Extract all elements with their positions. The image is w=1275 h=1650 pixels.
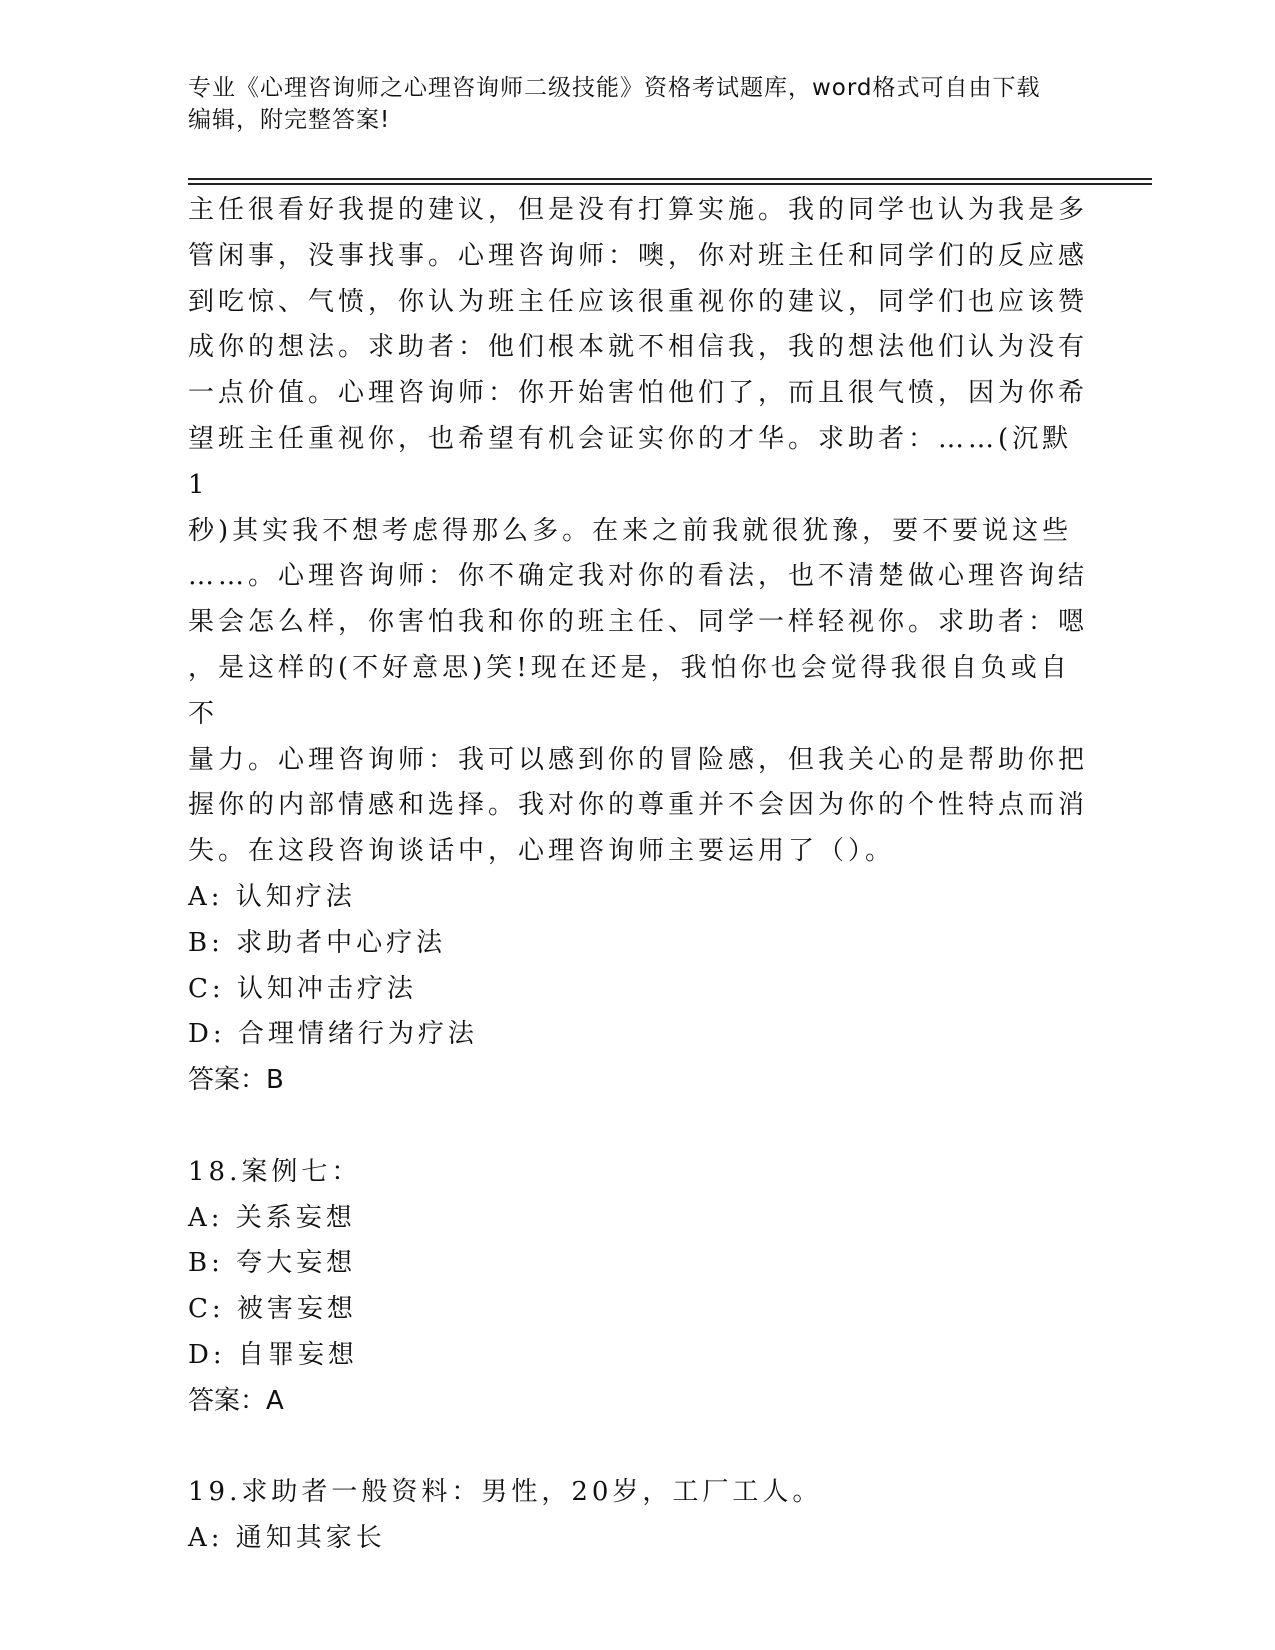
option-c: C: 被害妄想 <box>188 1294 357 1325</box>
passage-line: 管闲事，没事找事。心理咨询师：噢，你对班主任和同学们的反应感 <box>188 240 1089 271</box>
passage-line: 主任很看好我提的建议，但是没有打算实施。我的同学也认为我是多 <box>188 195 1089 225</box>
question-18-answer: 答案：A <box>188 1385 284 1416</box>
passage-line: 到吃惊、气愤，你认为班主任应该很重视你的建议，同学们也应该赞 <box>188 286 1089 317</box>
spacer <box>188 1104 1088 1150</box>
option-b: B: 求助者中心疗法 <box>188 927 447 958</box>
header-line-1: 专业《心理咨询师之心理咨询师二级技能》资格考试题库，word格式可自由下载 <box>188 75 1041 101</box>
passage-line: 失。在这段咨询谈话中，心理咨询师主要运用了（）。 <box>188 836 896 867</box>
question-19-title: 19.求助者一般资料：男性，20岁，工厂工人。 <box>188 1477 823 1508</box>
option-c: C: 认知冲击疗法 <box>188 973 417 1004</box>
question-17-passage <box>188 188 1088 875</box>
question-18-title: 18.案例七： <box>188 1156 362 1187</box>
option-d: D: 自罪妄想 <box>188 1339 358 1370</box>
option-a: A: 关系妄想 <box>188 1202 356 1233</box>
passage-line: 握你的内部情感和选择。我对你的尊重并不会因为你的个性特点而消 <box>188 790 1089 821</box>
header-divider-top <box>188 178 1152 180</box>
question-19-options <box>188 1516 1088 1562</box>
passage-line: 成你的想法。求助者：他们根本就不相信我，我的想法他们认为没有 <box>188 332 1089 363</box>
question-17-options <box>188 875 1088 1058</box>
document-header <box>188 72 1088 136</box>
passage-line: ……。心理咨询师：你不确定我对你的看法，也不清楚做心理咨询结 <box>188 561 1089 592</box>
option-a: A: 通知其家长 <box>188 1523 386 1554</box>
header-line-2: 编辑，附完整答案! <box>188 107 391 133</box>
passage-line: 量力。心理咨询师：我可以感到你的冒险感，但我关心的是帮助你把 <box>188 744 1089 775</box>
question-17-answer: 答案：B <box>188 1065 284 1096</box>
passage-line: 秒)其实我不想考虑得那么多。在来之前我就很犹豫，要不要说这些 <box>188 515 1073 546</box>
passage-line: 望班主任重视你，也希望有机会证实你的才华。求助者：……(沉默1 <box>188 423 1073 500</box>
document-body <box>188 188 1088 1562</box>
passage-line: 一点价值。心理咨询师：你开始害怕他们了，而且很气愤，因为你希 <box>188 378 1089 409</box>
option-b: B: 夸大妄想 <box>188 1248 357 1279</box>
option-d: D: 合理情绪行为疗法 <box>188 1019 478 1050</box>
spacer <box>188 1425 1088 1471</box>
header-divider-bottom <box>188 183 1152 185</box>
passage-line: 果会怎么样，你害怕我和你的班主任、同学一样轻视你。求助者：嗯 <box>188 607 1089 638</box>
option-a: A: 认知疗法 <box>188 881 356 912</box>
passage-line: ，是这样的(不好意思)笑!现在还是，我怕你也会觉得我很自负或自不 <box>188 652 1071 729</box>
question-18-options <box>188 1196 1088 1379</box>
